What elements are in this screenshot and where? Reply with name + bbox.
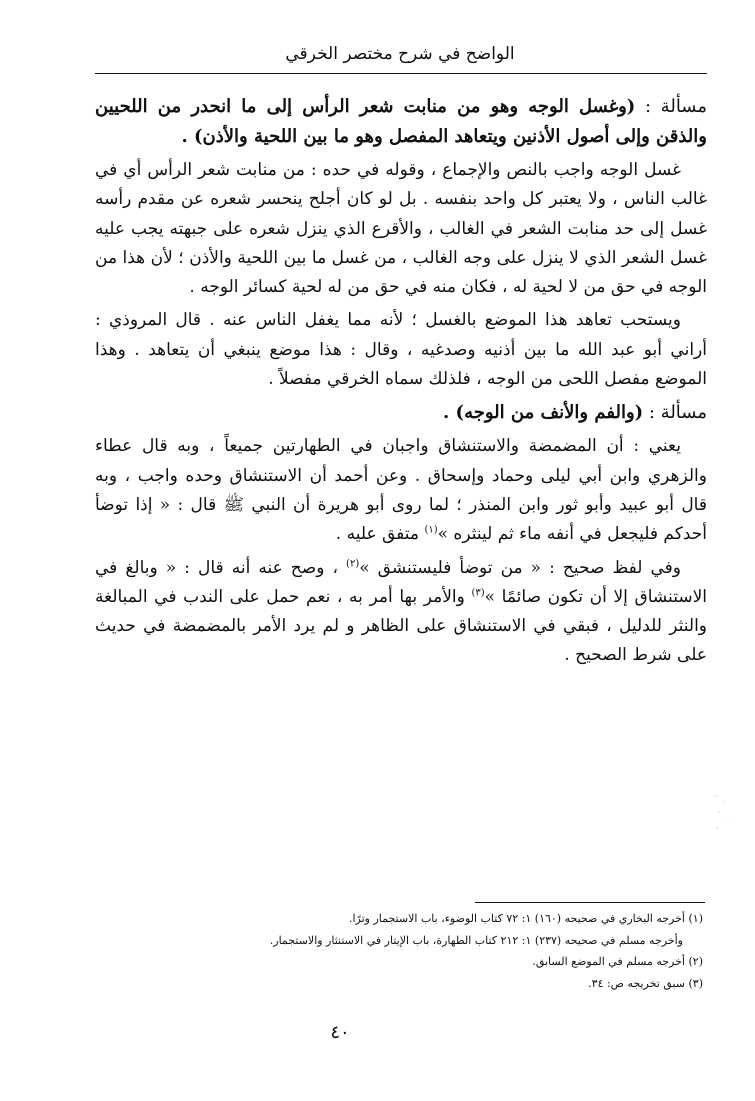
paragraph-4-part-b: ، وصح عنه أنه قال : « وبالغ في الاستنشاق إلا أن تكون صائمًا » bbox=[95, 557, 707, 607]
paragraph-4 bbox=[95, 554, 707, 671]
paragraph-3-text: يعني : أن المضمضة والاستنشاق واجبان في الطهارتين جميعاً ، وبه قال عطاء والزهري وابن أبي ليلى وحماد وإسحاق . وعن أحمد أن الاستنشاق وحده واجب ، وبه قال أبو عبيد وأبو ثور وابن المنذر ؛ لما روى أبو هريرة أن النبي ﷺ قال : « إذا توضأ أحدكم فليجعل في أنفه ماء ثم لينثره » bbox=[95, 436, 707, 545]
issue-text: (والفم والأنف من الوجه) . bbox=[443, 402, 644, 424]
issue-paragraph-1 bbox=[95, 92, 707, 152]
main-text bbox=[95, 92, 707, 671]
footnote-ref-3: (٣) bbox=[471, 587, 485, 599]
paragraph-4-part-a: وفي لفظ صحيح : « من توضأ فليستنشق » bbox=[359, 557, 681, 578]
footnote-rule bbox=[475, 902, 705, 903]
paragraph-3-tail: متفق عليه . bbox=[335, 524, 425, 545]
scan-edge-speckle bbox=[712, 790, 734, 836]
running-header: الواضح في شرح مختصر الخرقي bbox=[285, 44, 515, 64]
footnotes bbox=[95, 908, 703, 994]
paragraph-2: ويستحب تعاهد هذا الموضع بالغسل ؛ لأنه مما يغفل الناس عنه . قال المروذي : أراني أبو عبد الله ما بين أذنيه وصدغيه ، وقال : هذا موضع ينبغي أن يتعاهد . وهذا الموضع مفصل اللحى من الوجه ، فلذلك سماه الخرقي مفصلاً . bbox=[95, 310, 707, 390]
issue-label: مسألة : bbox=[648, 402, 707, 424]
footnote-2: (٢) أخرجه مسلم في الموضع السابق. bbox=[532, 955, 703, 968]
footnote-3: (٣) سبق تخريجه ص: ٣٤. bbox=[588, 976, 703, 990]
footnote-1: (١) أخرجه البخاري في صحيحه (١٦٠) ١: ٧٢ كتاب الوضوء، باب الاستجمار وترًا. bbox=[348, 912, 703, 925]
paragraph-3 bbox=[95, 432, 707, 549]
footnote-ref-2: (٢) bbox=[346, 557, 360, 569]
page-number: ٤٠ bbox=[330, 1022, 350, 1043]
header-rule bbox=[95, 73, 707, 74]
footnote-ref-1: (١) bbox=[424, 524, 438, 536]
issue-text: (وغسل الوجه وهو من منابت شعر الرأس إلى ما انحدر من اللحيين والذقن وإلى أصول الأذنين ويتعاهد المفصل وهو ما بين اللحية والأذن) . bbox=[95, 96, 707, 147]
paragraph-4-part-c: والأمر بها أمر به ، نعم حمل على الندب في المبالغة والنثر للدليل ، فبقي في الاستنشاق على الظاهر و لم يرد الأمر بالمضمضة في حديث على شرط الصحيح . bbox=[95, 586, 707, 666]
issue-paragraph-2 bbox=[95, 398, 707, 428]
issue-label: مسألة : bbox=[644, 96, 707, 117]
paragraph-1: غسل الوجه واجب بالنص والإجماع ، وقوله في حده : من منابت شعر الرأس أي في غالب الناس ، ولا يعتبر كل واحد بنفسه . بل لو كان أجلح ينحسر شعره عن مقدم رأسه غسل إلى حد منابت الشعر في الغالب ، والأقرع الذي ينزل شعره على جبهته يجب عليه غسل الشعر الذي لا ينزل على وجه الغالب ، من غسل ما بين اللحية والأذن ؛ لأن هذا من الوجه في حق من لا لحية له ، فكان منه في حق من له لحية كسائر الوجه . bbox=[95, 160, 707, 298]
footnote-1-continued: وأخرجه مسلم في صحيحه (٢٣٧) ١: ٢١٢ كتاب الطهارة، باب الإيتار في الاستنثار والاستجمار. bbox=[269, 933, 683, 947]
